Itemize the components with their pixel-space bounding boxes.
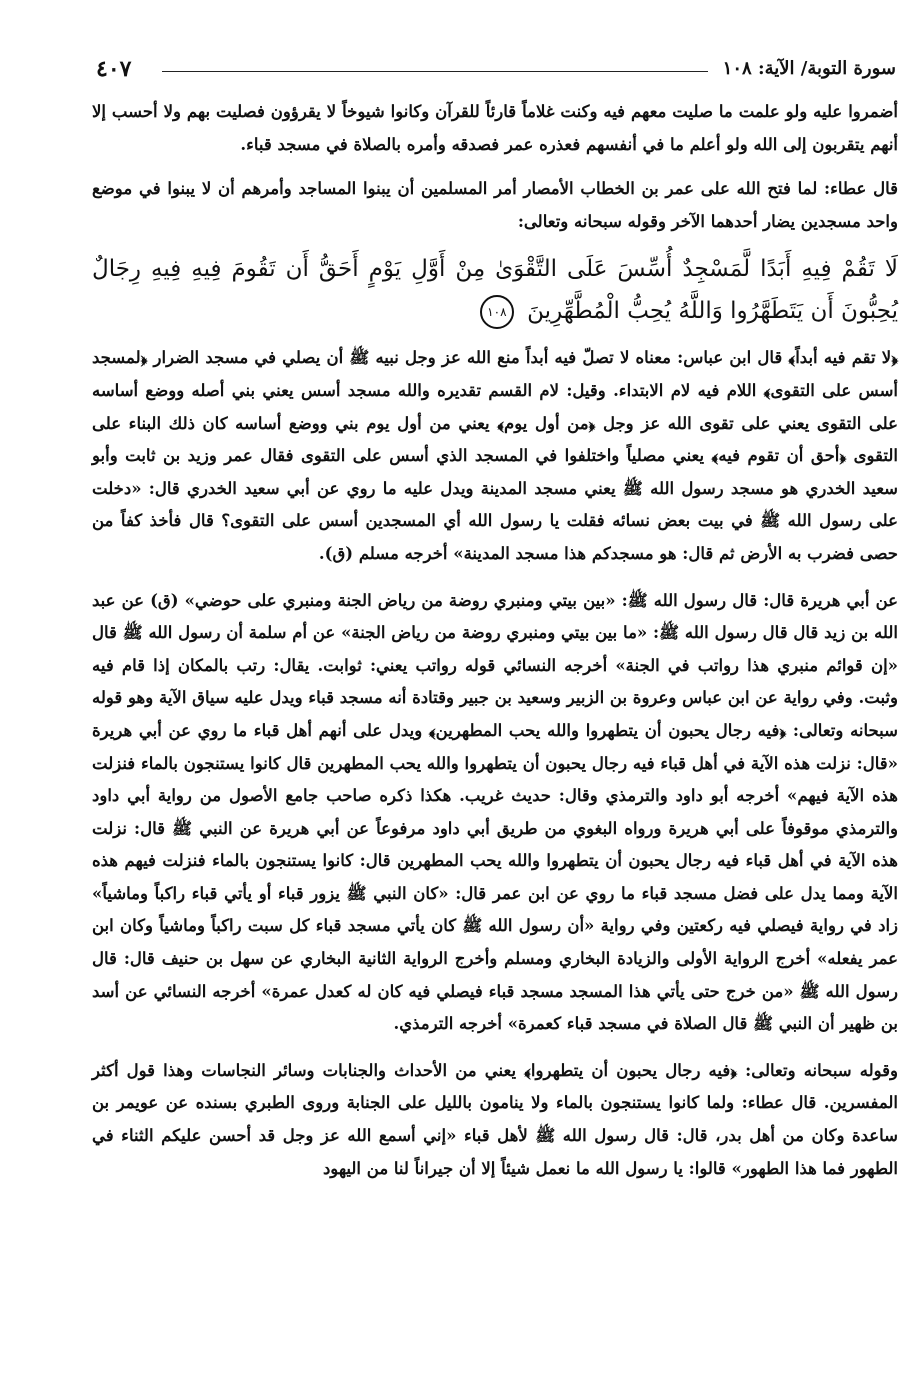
page-header [96, 58, 896, 86]
paragraph-3: ﴿لا تقم فيه أبداً﴾ قال ابن عباس: معناه لا تصلّ فيه أبداً منع الله عز وجل نبيه ﷺ أن يصلي في مسجد الضرار ﴿لمسجد أسس على التقوى﴾ اللام فيه لام الابتداء. وقيل: لام القسم تقديره والله مسجد أسس يعني بني أصله ووضع أساسه على التقوى يعني على تقوى الله عز وجل ﴿من أول يوم﴾ يعني من أول يوم بني ووضع أساسه كان ذلك البناء على التقوى ﴿أحق أن تقوم فيه﴾ يعني مصلياً واختلفوا في المسجد الذي أسس على التقوى فقال عمر وزيد بن ثابت وأبو سعيد الخدري هو مسجد رسول الله ﷺ يعني مسجد المدينة ويدل عليه ما روي عن أبي سعيد الخدري قال: «دخلت على رسول الله ﷺ في بيت بعض نسائه فقلت يا رسول الله أي المسجدين أسس على التقوى؟ قال فأخذ كفاً من حصى فضرب به الأرض ثم قال: هو مسجدكم هذا مسجد المدينة» أخرجه مسلم (ق). [92, 348, 898, 563]
paragraph-2: قال عطاء: لما فتح الله على عمر بن الخطاب الأمصار أمر المسلمين أن يبنوا المساجد وأمرهم أن لا يبنوا في موضع واحد مسجدين يضار أحدهما الآخر وقوله سبحانه وتعالى: [92, 179, 898, 231]
page-number: ٤٠٧ [96, 56, 132, 82]
verse-text: لَا تَقُمْ فِيهِ أَبَدًا لَّمَسْجِدٌ أُسِّسَ عَلَى التَّقْوَىٰ مِنْ أَوَّلِ يَوْمٍ أَحَقُّ أَن تَقُومَ فِيهِ فِيهِ رِجَالٌ يُحِبُّونَ أَن يَتَطَهَّرُوا وَاللَّهُ يُحِبُّ الْمُطَّهِّرِينَ [92, 256, 898, 325]
surah-title: سورة التوبة/ الآية: ١٠٨ [722, 58, 896, 79]
verse-number-marker: ١٠٨ [480, 295, 514, 329]
page-body [92, 96, 898, 1185]
paragraph-1: أضمروا عليه ولو علمت ما صليت معهم فيه وكنت غلاماً قارئاً للقرآن وكانوا شيوخاً لا يقرؤون فصليت بهم ولا أحسب إلا أنهم يتقربون إلى الله ولو أعلم ما في أنفسهم فعذره عمر فصدقه وأمره بالصلاة في مسجد قباء. [92, 102, 898, 154]
paragraph-5: وقوله سبحانه وتعالى: ﴿فيه رجال يحبون أن يتطهروا﴾ يعني من الأحداث والجنابات وسائر النجاسات وهذا قول أكثر المفسرين. قال عطاء: ولما كانوا يستنجون بالماء ولا ينامون بالليل على الجنابة وروى الطبري بسنده عن عويمر بن ساعدة وكان من أهل بدر، قال: قال رسول الله ﷺ لأهل قباء «إني أسمع الله عز وجل قد أحسن عليكم الثناء في الطهور فما هذا الطهور» قالوا: يا رسول الله ما نعمل شيئاً إلا أن جيراناً لنا من اليهود [92, 1060, 898, 1178]
quran-verse [92, 248, 898, 332]
header-rule [162, 71, 708, 72]
paragraph-4: عن أبي هريرة قال: قال رسول الله ﷺ: «بين بيتي ومنبري روضة من رياض الجنة ومنبري على حوضي» (ق) عن عبد الله بن زيد قال قال رسول الله ﷺ: «ما بين بيتي ومنبري روضة من رياض الجنة» عن أم سلمة أن رسول الله ﷺ قال «إن قوائم منبري هذا رواتب في الجنة» أخرجه النسائي قوله رواتب يعني: ثوابت. يقال: رتب بالمكان إذا قام فيه وثبت. وفي رواية عن ابن عباس وعروة بن الزبير وسعيد بن جبير وقتادة أنه مسجد قباء ويدل عليه سياق الآية وهو قوله سبحانه وتعالى: ﴿فيه رجال يحبون أن يتطهروا والله يحب المطهرين﴾ ويدل على أنهم أهل قباء ما روي عن أبي هريرة «قال: نزلت هذه الآية في أهل قباء فيه رجال يحبون أن يتطهروا والله يحب المطهرين قال كانوا يستنجون بالماء فنزلت هذه الآية فيهم» أخرجه أبو داود والترمذي وقال: حديث غريب. هكذا ذكره صاحب جامع الأصول من رواية أبي داود والترمذي موقوفاً على أبي هريرة ورواه البغوي من طريق أبي داود مرفوعاً عن أبي هريرة عن النبي ﷺ قال: نزلت هذه الآية في أهل قباء فيه رجال يحبون أن يتطهروا والله يحب المطهرين قال: كانوا يستنجون بالماء فنزلت فيهم هذه الآية ومما يدل على فضل مسجد قباء ما روي عن ابن عمر قال: «كان النبي ﷺ يزور قباء أو يأتي قباء راكباً وماشياً» زاد في رواية فيصلي فيه ركعتين وفي رواية «أن رسول الله ﷺ كان يأتي مسجد قباء كل سبت راكباً وماشياً وكان ابن عمر يفعله» أخرج الرواية الأولى والزيادة البخاري ومسلم وأخرج الرواية الثانية البخاري عن سهل بن حنيف قال: قال رسول الله ﷺ «من خرج حتى يأتي هذا المسجد مسجد قباء فيصلي فيه كان له كعدل عمرة» أخرجه النسائي عن أسد بن ظهير أن النبي ﷺ قال الصلاة في مسجد قباء كعمرة» أخرجه الترمذي. [92, 590, 898, 1034]
